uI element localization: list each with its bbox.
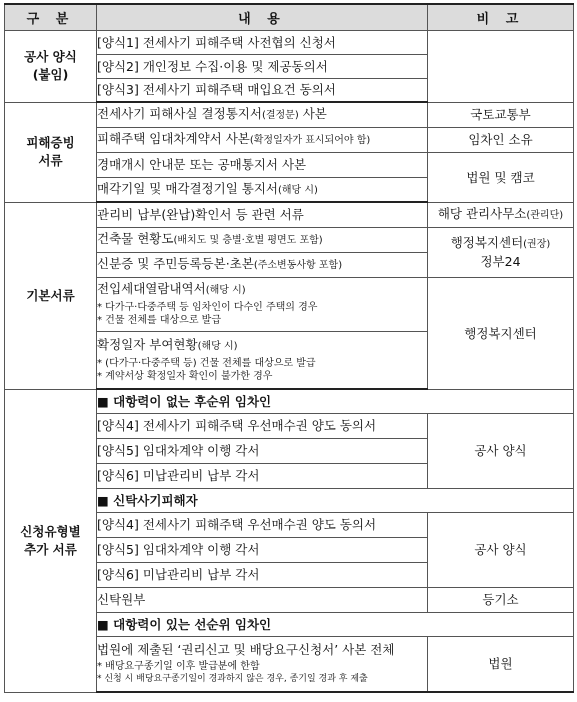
item-text: 관리비 납부(완납)확인서 등 관련 서류: [97, 207, 304, 223]
section4-category: [5, 389, 97, 692]
section2-item: [97, 127, 428, 152]
item-text: 건축물 현황도: [97, 231, 174, 246]
item-text: 피해주택 임대차계약서 사본: [97, 131, 250, 146]
section4-item: [양식5] 임대차계약 이행 각서: [97, 537, 428, 562]
section2-item: [97, 177, 428, 202]
section4-note: 등기소: [428, 587, 574, 612]
header-category: 구 분: [5, 4, 97, 30]
header-note: 비 고: [428, 4, 574, 30]
section3-category: 기본서류: [5, 202, 97, 389]
item-text: 법원에 제출된 ‘권리신고 및 배당요구신청서’ 사본 전체: [97, 641, 395, 657]
section1-item: [양식1] 전세사기 피해주택 사전협의 신청서: [97, 30, 428, 54]
section4-category-text: 신청유형별 추가 서류: [20, 523, 81, 557]
section4-item: [양식6] 미납관리비 납부 각서: [97, 463, 428, 488]
bullet-list: [97, 301, 427, 327]
note-text: 해당 관리사무소: [437, 206, 527, 221]
section1-note: [428, 30, 574, 102]
note-text: 정부24: [480, 254, 521, 269]
bullet-item: * 건물 전체를 대상으로 발급: [97, 315, 221, 326]
section2-category-text: 피해증빙 서류: [26, 135, 75, 168]
section1-item: [양식2] 개인정보 수집·이용 및 제공동의서: [97, 54, 428, 78]
group-heading: ■ 대항력이 있는 선순위 임차인: [97, 612, 574, 636]
item-note: (주소변동사항 포함): [253, 260, 343, 271]
item-note: (결정문): [261, 110, 299, 122]
item-note: (해당 시): [197, 340, 238, 352]
item-text: 신분증 및 주민등록등본·초본: [97, 256, 254, 271]
item-text: 경매개시 안내문 또는 공매통지서 사본: [97, 157, 307, 172]
bullet-item: * 계약서상 확정일자 확인이 불가한 경우: [97, 370, 273, 382]
note-small: (권장): [523, 239, 551, 250]
section1-category-text: 공사 양식 (붙임): [24, 49, 77, 82]
item-note: (확정일자가 표시되어야 함): [249, 135, 371, 146]
section4-item: [양식5] 임대차계약 이행 각서: [97, 438, 428, 463]
section3-note: [428, 202, 574, 227]
section2-item: [97, 152, 428, 177]
bullet-item: * (다가구·다중주택 등) 건물 전체를 대상으로 발급: [97, 357, 316, 369]
section4-item: [97, 636, 428, 692]
section1-category: [5, 30, 97, 102]
bullet-item: * 배당요구종기일 이후 발급분에 한함: [97, 660, 260, 672]
section1-item: [양식3] 전세사기 피해주택 매입요건 동의서: [97, 78, 428, 102]
bullet-list: [97, 660, 427, 686]
section2-note: 법원 및 캠코: [428, 152, 574, 202]
group-heading: ■ 신탁사기피해자: [97, 488, 574, 512]
section3-note: 행정복지센터: [428, 277, 574, 389]
section2-note: 임차인 소유: [428, 127, 574, 152]
section4-note: 법원: [428, 636, 574, 692]
bullet-item: * 신청 시 배당요구종기일이 경과하지 않은 경우, 종기일 경과 후 제출: [97, 673, 368, 684]
section4-note: 공사 양식: [428, 512, 574, 587]
section2-note: 국토교통부: [428, 102, 574, 127]
item-note: (해당 시): [205, 285, 246, 296]
item-note: (해당 시): [277, 184, 318, 196]
section4-item: [양식4] 전세사기 피해주택 우선매수권 양도 동의서: [97, 413, 428, 438]
document-table: [4, 3, 574, 693]
bullet-list: [97, 357, 427, 383]
section2-category: [5, 102, 97, 202]
item-text: 확정일자 부여현황: [97, 336, 198, 352]
section4-item: 신탁원부: [97, 587, 428, 612]
section3-item: [97, 252, 428, 277]
section4-item: [양식6] 미납관리비 납부 각서: [97, 562, 428, 587]
header-row: [5, 4, 574, 30]
note-text: 행정복지센터: [450, 235, 524, 250]
section4-note: 공사 양식: [428, 413, 574, 488]
section2-item: [97, 102, 428, 127]
note-small: (관리단): [526, 210, 564, 221]
group-heading: ■ 대항력이 없는 후순위 임차인: [97, 389, 574, 413]
section3-item: [97, 202, 428, 227]
item-tail: 사본: [298, 106, 327, 122]
item-text: 매각기일 및 매각결정기일 통지서: [97, 180, 278, 196]
section3-item: [97, 277, 428, 331]
bullet-item: * 다가구·다중주택 등 임차인이 다수인 주택의 경우: [97, 302, 318, 313]
section3-item: [97, 227, 428, 252]
section4-item: [양식4] 전세사기 피해주택 우선매수권 양도 동의서: [97, 512, 428, 537]
item-text: 전세사기 피해사실 결정통지서: [97, 106, 262, 122]
section3-item: [97, 331, 428, 389]
header-content: 내 용: [97, 4, 428, 30]
section3-note: [428, 227, 574, 277]
item-note: (배치도 및 층별·호별 평면도 포함): [173, 235, 323, 246]
item-text: 전입세대열람내역서: [97, 281, 206, 296]
